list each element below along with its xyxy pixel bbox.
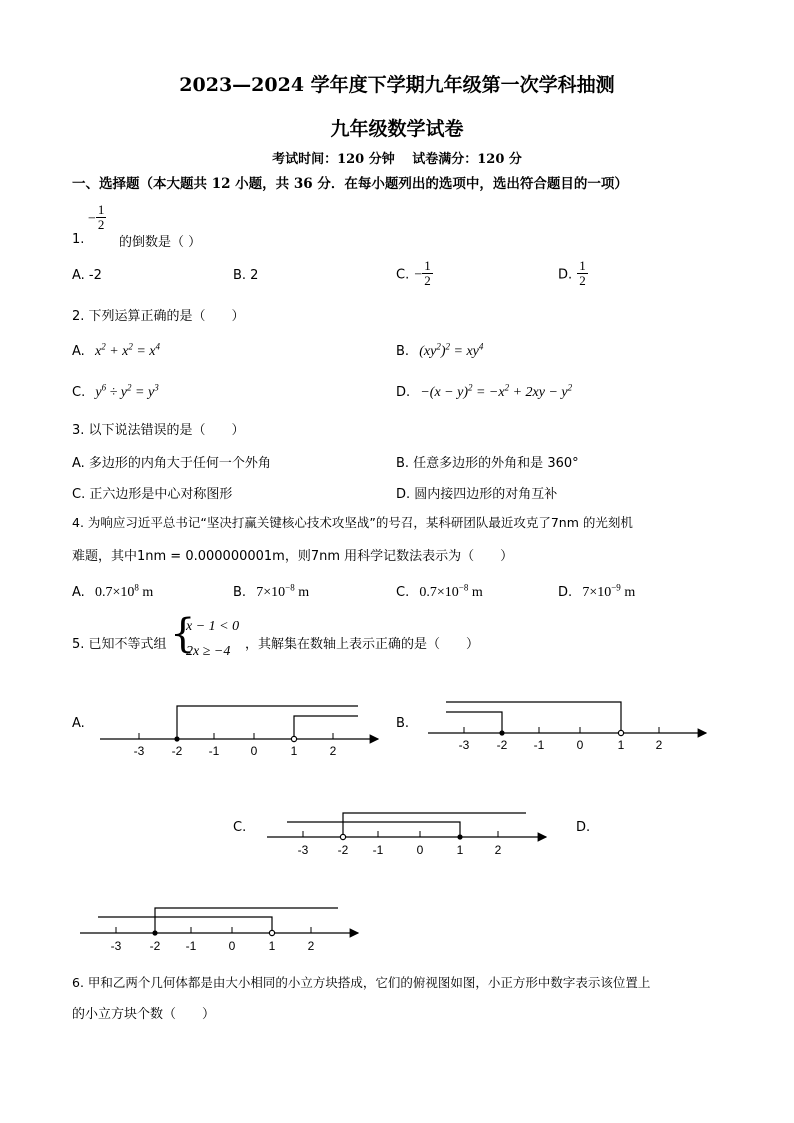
number-line-a [100, 706, 378, 758]
tick-label: -3 [458, 738, 470, 752]
q3-option-d: D. 圆内接四边形的对角互补 [396, 487, 558, 502]
tick-label: 1 [456, 843, 464, 857]
tick-label: -3 [133, 744, 145, 758]
q2-stem: 2. 下列运算正确的是（ ） [72, 309, 245, 324]
exam-subtitle: 九年级数学试卷 [330, 118, 464, 140]
tick-label: -1 [208, 744, 220, 758]
tick-label: -2 [496, 738, 508, 752]
number-line-d [80, 908, 358, 953]
q4-stem-line1: 4. 为响应习近平总书记“坚决打赢关键核心技术攻坚战”的号召，某科研团队最近攻克了7nm 的光刻机 [72, 515, 633, 530]
tick-label: 2 [655, 738, 663, 752]
q2-option-d: D. $-(x - y)^2 = -x^2 + 2xy - y^2$ [396, 382, 573, 400]
q5-inequality-1: x − 1 < 0 [186, 619, 240, 634]
q5-stem-suffix: ，其解集在数轴上表示正确的是（ ） [245, 637, 480, 652]
q5-option-d-label: D. [576, 820, 591, 835]
q3-stem: 3. 以下说法错误的是（ ） [72, 423, 245, 438]
tick-label: -1 [533, 738, 545, 752]
q5-brace: { [170, 611, 196, 657]
q5-stem-prefix: 5. 已知不等式组 [72, 637, 167, 652]
q6-stem-line1: 6. 甲和乙两个几何体都是由大小相同的小立方块搭成，它们的俯视图如图，小正方形中数字表示该位置上 [72, 975, 651, 990]
q5-option-c-label: C. [233, 820, 247, 835]
tick-label: 2 [329, 744, 337, 758]
q2-option-a: A. $x^2 + x^2 = x^4$ [72, 341, 161, 359]
q4-option-c: C. $0.7\times 10^{-8}$ m [396, 582, 483, 600]
exam-meta: 考试时间：120 分钟 试卷满分：120 分 [272, 152, 522, 167]
tick-label: -2 [171, 744, 183, 758]
q5-option-a-label: A. [72, 716, 85, 731]
q3-option-c: C. 正六边形是中心对称图形 [72, 487, 233, 502]
q3-option-a: A. 多边形的内角大于任何一个外角 [72, 456, 271, 471]
q4-stem-line2: 难题，其中1nm = 0.000000001m，则7nm 用科学记数法表示为（ ） [72, 549, 514, 564]
q1-number: 1. [72, 232, 85, 247]
number-line-c [267, 813, 546, 857]
tick-label: -2 [337, 843, 349, 857]
tick-label: -3 [110, 939, 122, 953]
tick-label: -2 [149, 939, 161, 953]
q4-option-d: D. $7\times 10^{-9}$ m [558, 582, 636, 600]
q1-option-d: D. $\frac{1}{2}$ [558, 258, 586, 289]
tick-label: 2 [307, 939, 315, 953]
tick-label: 1 [617, 738, 625, 752]
q3-option-b: B. 任意多边形的外角和是 360° [396, 456, 579, 471]
q4-option-b: B. $7\times 10^{-8}$ m [233, 582, 310, 600]
q6-stem-line2: 的小立方块个数（ ） [72, 1007, 216, 1022]
tick-label: 1 [268, 939, 276, 953]
tick-label: 0 [416, 843, 424, 857]
tick-label: 2 [494, 843, 502, 857]
tick-label: 0 [576, 738, 584, 752]
q5-inequality-2: 2x ≥ −4 [186, 644, 231, 659]
tick-label: -3 [297, 843, 309, 857]
tick-label: 0 [250, 744, 258, 758]
q1-option-b: B. 2 [233, 268, 259, 283]
q1-stem: 的倒数是（ ） [119, 235, 202, 250]
q1-option-c: C. − $\frac{1}{2}$ [396, 258, 431, 289]
q1-option-a: A. -2 [72, 268, 102, 283]
q2-option-c: C. $y^6 \div y^2 = y^3$ [72, 382, 159, 400]
section-heading: 一、选择题（本大题共 12 小题，共 36 分．在每小题列出的选项中，选出符合题目的一项） [72, 176, 628, 192]
q4-option-a: A. $0.7\times 10^8$ m [72, 582, 154, 600]
q5-option-b-label: B. [396, 716, 410, 731]
tick-label: 1 [290, 744, 298, 758]
number-line-b [428, 702, 706, 752]
tick-label: -1 [372, 843, 384, 857]
tick-label: -1 [185, 939, 197, 953]
tick-label: 0 [228, 939, 236, 953]
q2-option-b: B. $(xy^2)^2 = xy^4$ [396, 341, 484, 359]
exam-title: 2023—2024 学年度下学期九年级第一次学科抽测 [179, 74, 615, 96]
q1-fraction: − $\frac{1}{2}$ [88, 202, 105, 233]
